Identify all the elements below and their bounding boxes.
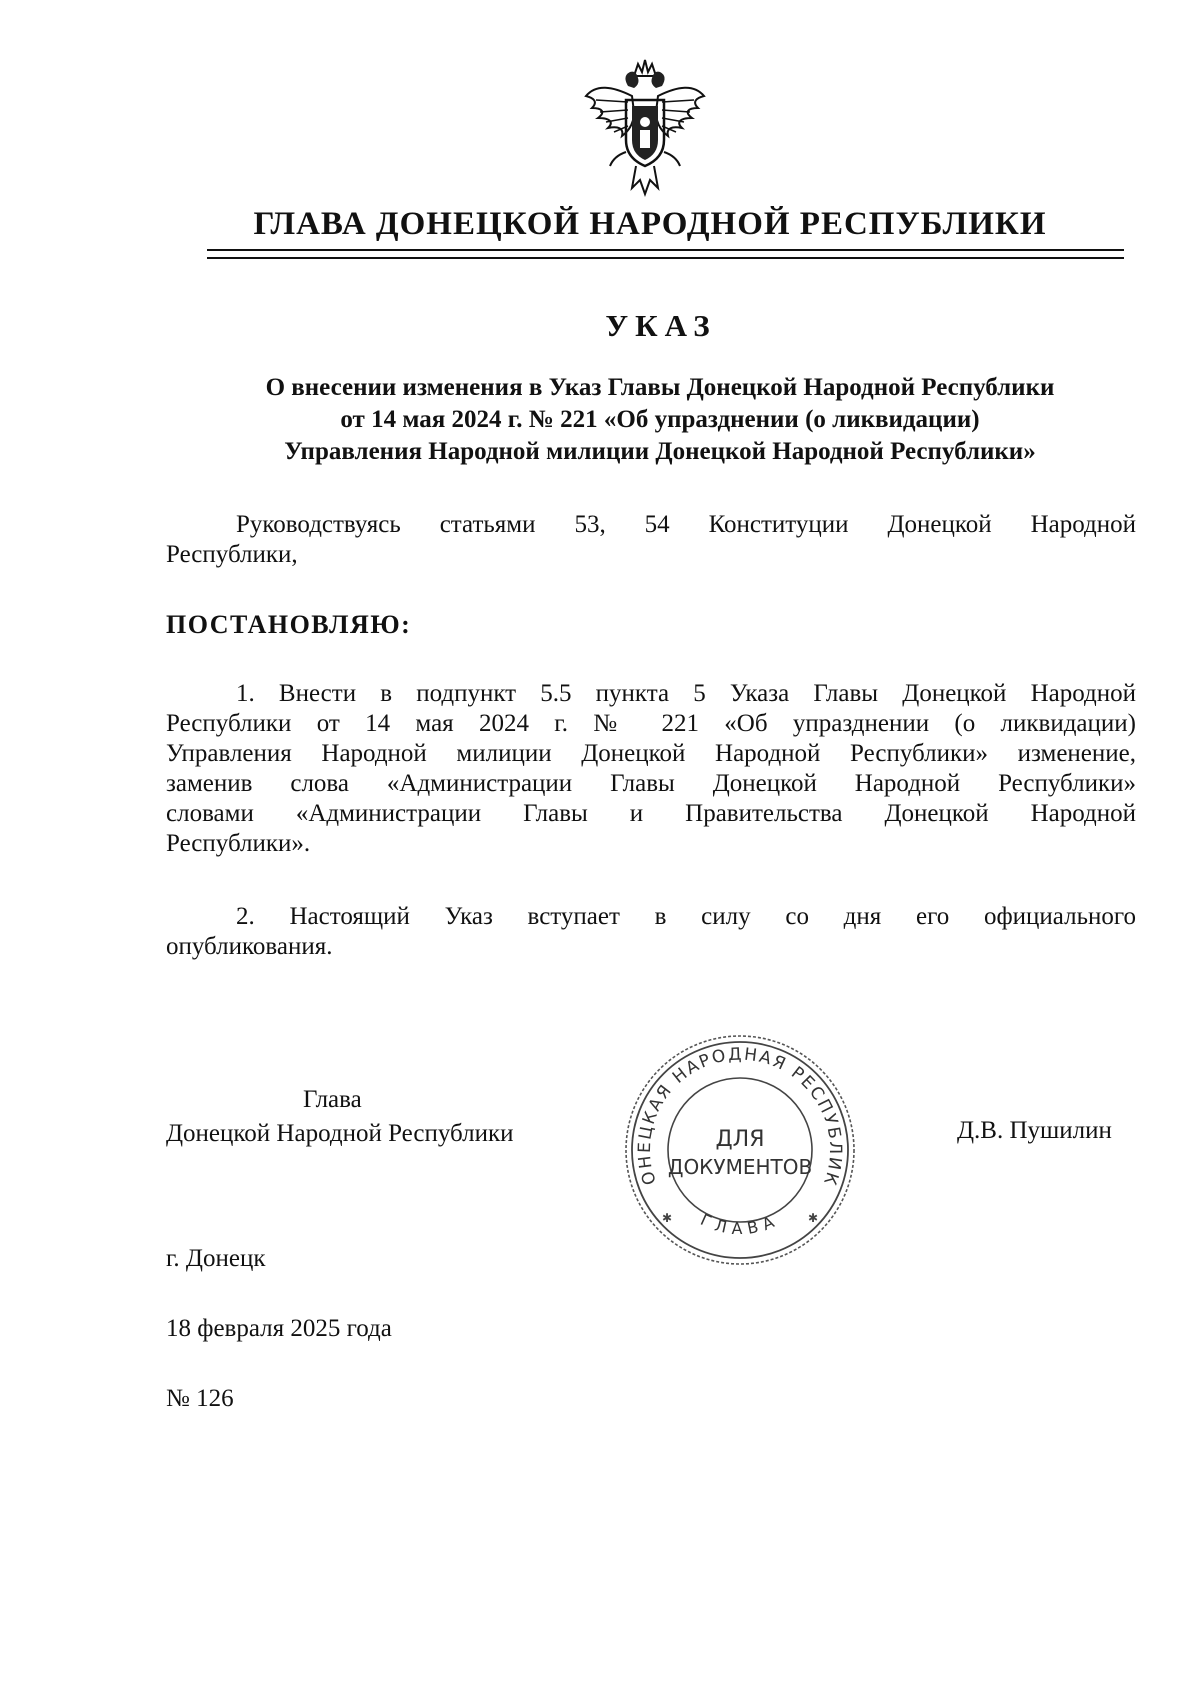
paragraph-line: 1. Внести в подпункт 5.5 пункта 5 Указа Главы Донецкой Народной — [236, 680, 1136, 707]
heading-line: от 14 мая 2024 г. № 221 «Об упразднении (о ликвидации) — [340, 406, 980, 433]
paragraph-line: Республики». — [166, 830, 311, 857]
paragraph-line: словами «Администрации Главы и Правительства Донецкой Народной — [166, 800, 1136, 827]
paragraph-line: Руководствуясь статьями 53, 54 Конституции Донецкой Народной — [236, 511, 1136, 538]
seal-ring-text: ОНЕЦКАЯ НАРОДНАЯ РЕСПУБЛИК — [634, 1044, 846, 1189]
document-heading — [160, 372, 1160, 468]
issuer-title: ГЛАВА ДОНЕЦКОЙ НАРОДНОЙ РЕСПУБЛИКИ — [253, 206, 1047, 242]
signatory-title-line: Глава — [303, 1086, 362, 1113]
seal-center-line: ДОКУМЕНТОВ — [667, 1155, 813, 1179]
paragraph-line: заменив слова «Администрации Главы Донецкой Народной Республики» — [166, 770, 1136, 797]
heading-line: Управления Народной милиции Донецкой Народной Республики» — [284, 438, 1036, 465]
paragraph-line: 2. Настоящий Указ вступает в силу со дня его официального — [236, 903, 1136, 930]
header-divider-bottom — [207, 257, 1124, 259]
item-1-paragraph — [166, 679, 1136, 859]
document-type: УКАЗ — [605, 308, 717, 343]
preamble-paragraph — [166, 510, 1136, 570]
paragraph-line: Республики, — [166, 541, 298, 568]
paragraph-line: Управления Народной милиции Донецкой Народной Республики» изменение, — [166, 740, 1136, 767]
seal-bottom-text: ГЛАВА — [697, 1209, 783, 1239]
seal-star-icon: ✱ — [662, 1211, 673, 1225]
signer-name: Д.В. Пушилин — [957, 1117, 1112, 1144]
document-number: № 126 — [166, 1385, 234, 1412]
dpr-coat-of-arms-eagle-icon — [582, 56, 708, 204]
paragraph-line: Республики от 14 мая 2024 г. № 221 «Об упразднении (о ликвидации) — [166, 710, 1136, 737]
signatory-title — [166, 1083, 566, 1151]
heading-line: О внесении изменения в Указ Главы Донецкой Народной Республики — [265, 374, 1055, 401]
decree-word: ПОСТАНОВЛЯЮ: — [166, 610, 412, 639]
seal-center-line: ДЛЯ — [715, 1127, 765, 1152]
signatory-title-line: Донецкой Народной Республики — [166, 1120, 514, 1147]
item-2-paragraph — [166, 902, 1136, 962]
issue-city: г. Донецк — [166, 1245, 266, 1272]
official-seal — [622, 1032, 858, 1268]
svg-text:ГЛАВА — [698, 1210, 783, 1238]
header-divider-top — [207, 249, 1124, 251]
paragraph-line: опубликования. — [166, 933, 333, 960]
seal-star-icon: ✱ — [808, 1211, 819, 1225]
issue-date: 18 февраля 2025 года — [166, 1315, 392, 1342]
